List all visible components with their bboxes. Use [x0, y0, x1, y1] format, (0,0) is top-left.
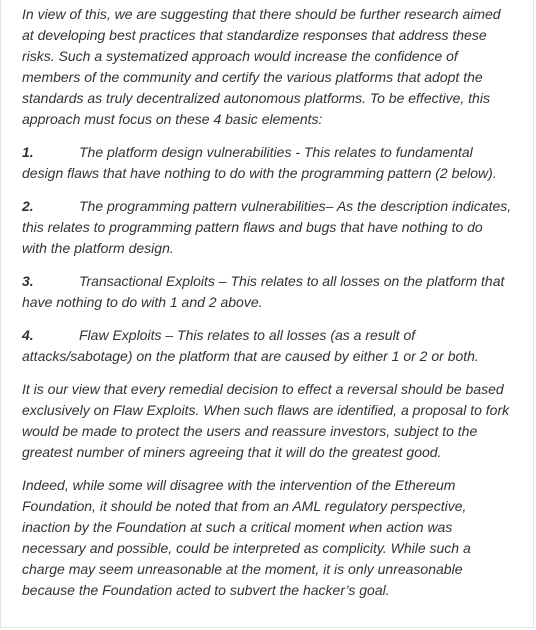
document-body	[22, 4, 522, 613]
list-item-number: 4.	[22, 327, 34, 343]
intro-paragraph: In view of this, we are suggesting that there should be further research aimed at developing best practices that standardize responses that address these risks. Such a systematized approach would increase the confidence of members of the community and certify the various platforms that adopt the standards as truly decentralized autonomous platforms. To be effective, this approach must focus on these 4 basic elements:	[22, 6, 501, 127]
list-item-3	[22, 271, 522, 313]
list-item-number: 1.	[22, 144, 34, 160]
remedial-paragraph: It is our view that every remedial decision to effect a reversal should be based exclusively on Flaw Exploits. When such flaws are identified, a proposal to fork would be made to protect the users and reassure investors, subject to the greatest number of miners agreeing that it will do the greatest good.	[22, 381, 510, 460]
list-item-1	[22, 142, 522, 184]
list-item-text: Transactional Exploits – This relates to all losses on the platform that have nothing to do with 1 and 2 above.	[22, 273, 505, 310]
list-item-text: The programming pattern vulnerabilities– As the description indicates, this relates to programming pattern flaws and bugs that have nothing to do with the platform design.	[22, 198, 512, 256]
list-item-4	[22, 325, 522, 367]
list-item-text: Flaw Exploits – This relates to all losses (as a result of attacks/sabotage) on the platform that are caused by either 1 or 2 or both.	[22, 327, 479, 364]
list-item-text: The platform design vulnerabilities - This relates to fundamental design flaws that have nothing to do with the programming pattern (2 below).	[22, 144, 497, 181]
list-item-2	[22, 196, 522, 259]
list-item-number: 2.	[22, 198, 34, 214]
list-item-number: 3.	[22, 273, 34, 289]
closing-paragraph: Indeed, while some will disagree with the intervention of the Ethereum Foundation, it should be noted that from an AML regulatory perspective, inaction by the Foundation at such a critical moment when action was necessary and possible, could be interpreted as complicity. While such a charge may seem unreasonable at the moment, it is only unreasonable because the Foundation acted to subvert the hacker’s goal.	[22, 477, 471, 598]
